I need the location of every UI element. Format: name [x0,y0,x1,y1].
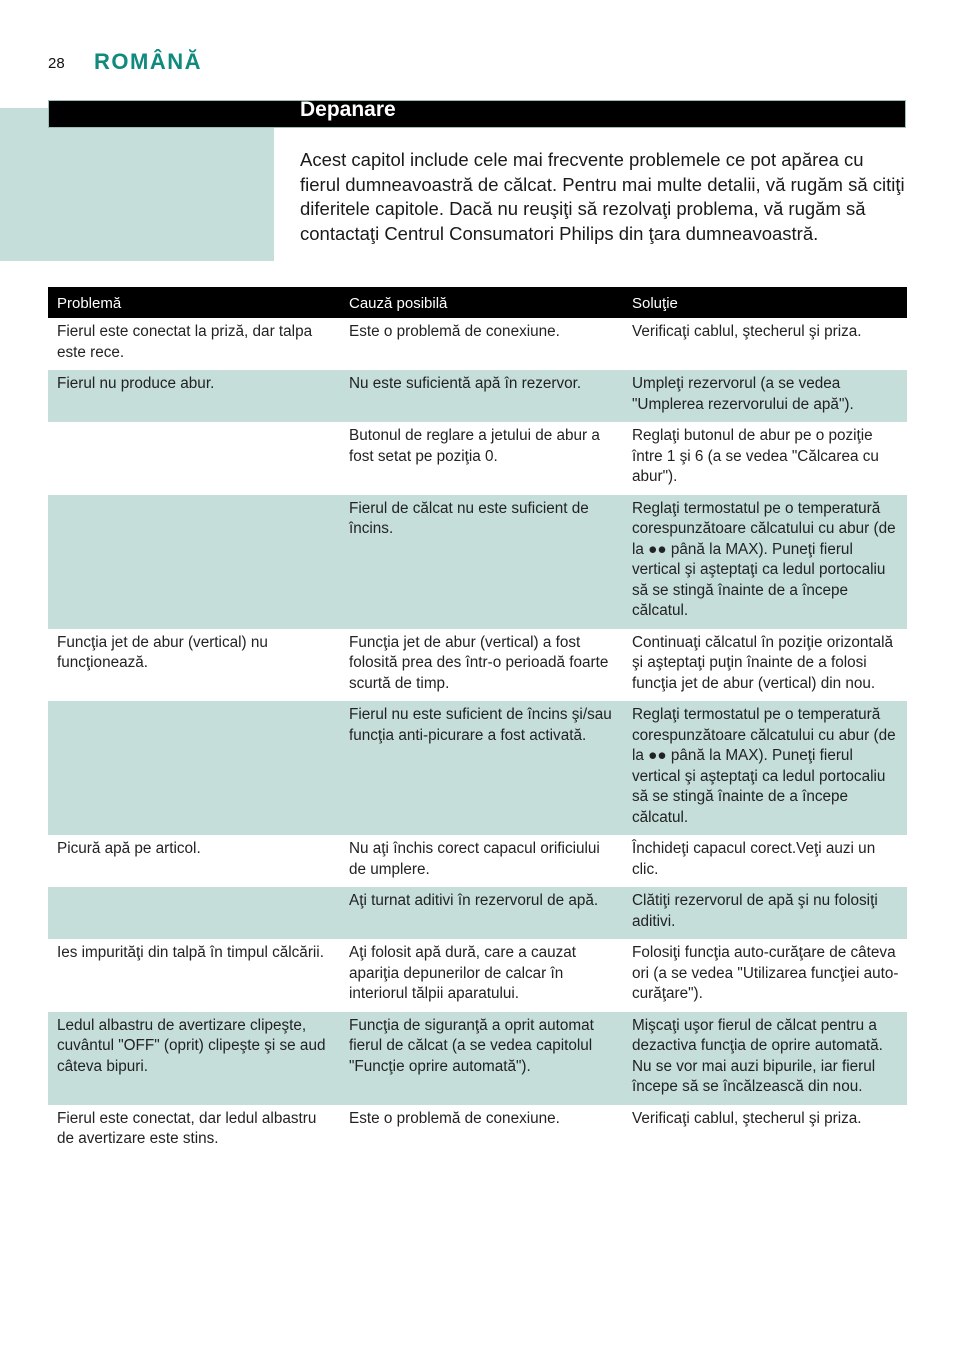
section-title: Depanare [300,98,396,121]
table-row [48,318,907,370]
solution-cell: Clătiţi rezervorul de apă şi nu folosiţi aditivi. [623,887,907,939]
table-row [48,422,907,495]
language-header: ROMÂNĂ [94,49,202,74]
solution-cell: Verificaţi cablul, ştecherul şi priza. [632,323,862,340]
solution-cell: Reglaţi butonul de abur pe o poziţie între 1 şi 6 (a se vedea "Călcarea cu abur"). [632,427,879,485]
cause-cell: Nu aţi închis corect capacul orificiului de umplere. [349,840,600,878]
solution-cell: Mişcaţi uşor fierul de călcat pentru a dezactiva funcţia de oprire automată. Nu se vor mai auzi bipurile, iar fierul începe să se încălzească din nou. [623,1012,907,1105]
table-row [48,835,907,887]
problem-cell: Fierul nu produce abur. [48,370,340,422]
problem-cell [48,887,340,939]
solution-cell: Verificaţi cablul, ştecherul şi priza. [632,1109,862,1127]
side-panel [0,108,274,261]
header-cause: Cauză posibilă [340,287,623,318]
troubleshooting-table [48,287,907,1157]
cause-cell: Funcţia de siguranţă a oprit automat fierul de călcat (a se vedea capitolul "Funcţie oprire automată"). [340,1012,623,1105]
intro-paragraph: Acest capitol include cele mai frecvente problemele ce pot apărea cu fierul dumneavoastră de călcat. Pentru mai multe detalii, vă rugăm să citiţi diferitele capitole. Dacă nu reuşiţi să rezolvaţi problema, vă rugăm să contactaţi Centrul Consumatori Philips din ţara dumneavoastră. [300,149,905,244]
table-row [48,629,907,702]
problem-cell: Ies impurităţi din talpă în timpul călcării. [57,944,324,961]
problem-cell: Fierul este conectat, dar ledul albastru de avertizare este stins. [57,1109,317,1147]
problem-cell: Funcţia jet de abur (vertical) nu funcţionează. [57,633,268,671]
problem-cell: Ledul albastru de avertizare clipeşte, cuvântul "OFF" (oprit) clipeşte şi se aud câteva bipuri. [48,1012,340,1105]
cause-cell: Aţi folosit apă dură, care a cauzat apariţia depunerilor de calcar în interiorul tălpii aparatului. [349,944,577,1002]
cause-cell: Aţi turnat aditivi în rezervorul de apă. [340,887,623,939]
problem-cell [48,495,340,629]
section-title-bar [48,100,906,128]
table-header-row [48,287,907,318]
solution-cell: Reglaţi termostatul pe o temperatură corespunzătoare călcatului cu abur (de la ●● până la MAX). Puneţi fierul vertical şi aşteptaţi ca ledul portocaliu să se stingă înainte de a începe călcatul. [623,701,907,835]
cause-cell: Butonul de reglare a jetului de abur a fost setat pe poziţia 0. [349,427,600,465]
cause-cell: Funcţia jet de abur (vertical) a fost folosită prea des într-o perioadă foarte scurtă de timp. [349,633,609,692]
problem-cell [48,422,340,495]
solution-cell: Umpleţi rezervorul (a se vedea "Umplerea rezervorului de apă"). [623,370,907,422]
problem-cell: Picură apă pe articol. [57,840,201,857]
cause-cell: Este o problemă de conexiune. [349,323,560,340]
solution-cell: Reglaţi termostatul pe o temperatură corespunzătoare călcatului cu abur (de la ●● până la MAX). Puneţi fierul vertical şi aşteptaţi ca ledul portocaliu să se stingă înainte de a începe călcatul. [623,495,907,629]
table-row [48,370,907,422]
solution-cell: Continuaţi călcatul în poziţie orizontală şi aşteptaţi puţin înainte de a folosi funcţia jet de abur (vertical) din nou. [632,633,894,692]
problem-cell [48,701,340,835]
table-row [48,1012,907,1105]
problem-cell: Fierul este conectat la priză, dar talpa este rece. [57,323,313,361]
header-problem: Problemă [48,287,340,318]
page-number: 28 [48,55,65,72]
table-row [48,1105,907,1157]
header-solution: Soluţie [623,287,907,318]
cause-cell: Este o problemă de conexiune. [349,1109,560,1127]
cause-cell: Fierul de călcat nu este suficient de încins. [340,495,623,629]
table-row [48,701,907,835]
table-row [48,887,907,939]
solution-cell: Folosiţi funcţia auto-curăţare de câteva ori (a se vedea "Utilizarea funcţiei auto-curăţare"). [632,944,899,1002]
cause-cell: Nu este suficientă apă în rezervor. [340,370,623,422]
solution-cell: Închideţi capacul corect.Veţi auzi un clic. [632,840,876,878]
cause-cell: Fierul nu este suficient de încins şi/sau funcţia anti-picurare a fost activată. [340,701,623,835]
table-row [48,495,907,629]
table-row [48,939,907,1012]
